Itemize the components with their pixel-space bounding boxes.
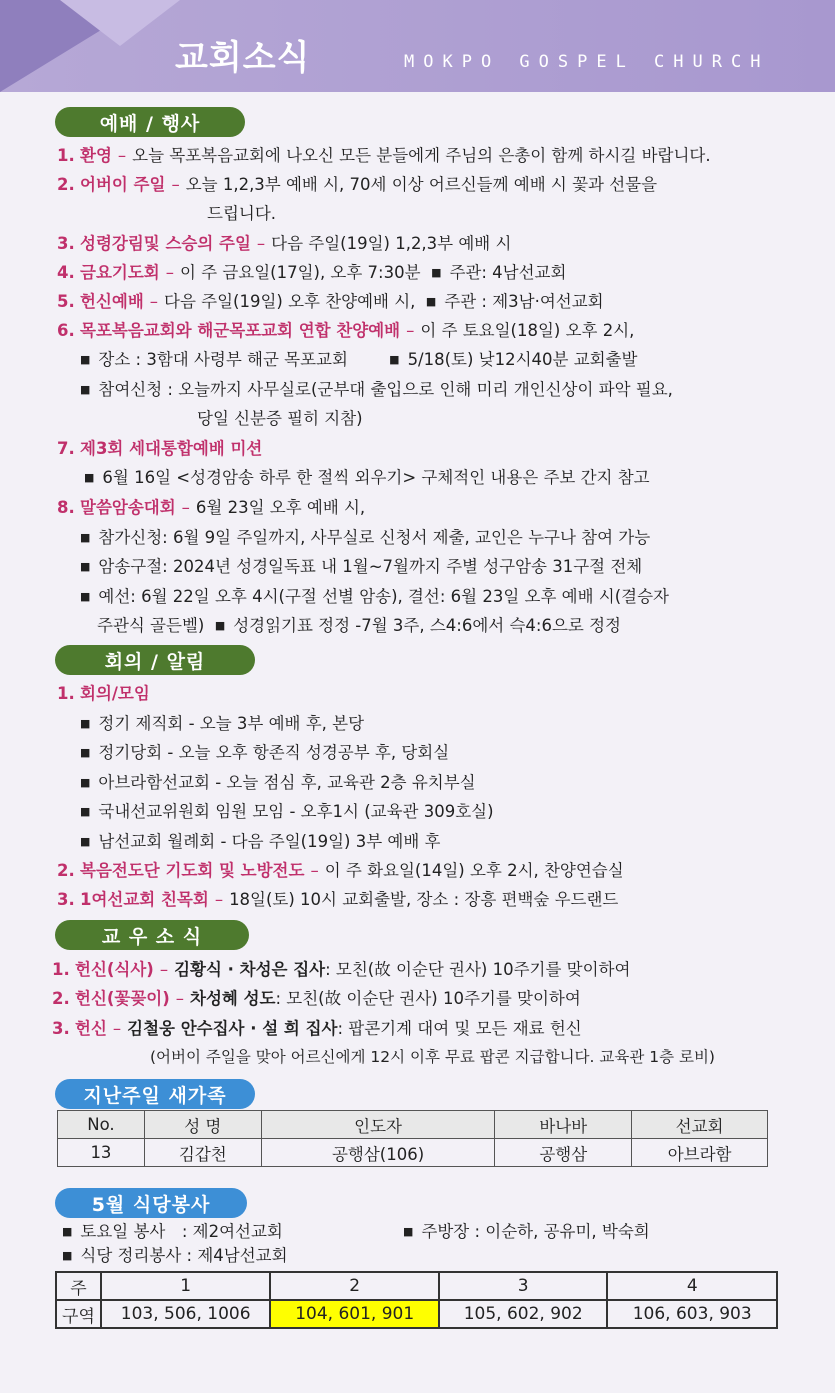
area-cell: 105, 602, 902	[439, 1300, 608, 1328]
worship-item-8-verses: ■ 암송구절: 2024년 성경일독표 내 1월~7월까지 주별 성구암송 31구절 전체	[80, 557, 643, 576]
section-meeting-pill: 회의 / 알림	[55, 645, 255, 675]
worship-item-8-rounds: ■ 예선: 6월 22일 오후 4시(구절 선별 암송), 결선: 6월 23일 오후 예배 시(결승자	[80, 587, 669, 606]
table-header-row	[58, 1111, 768, 1139]
table-header-cell: 바나바	[495, 1111, 632, 1139]
kitchen-schedule-table	[55, 1271, 778, 1329]
meeting-item-2: 2. 복음전도단 기도회 및 노방전도 – 이 주 화요일(14일) 오후 2시, 찬양연습실	[57, 861, 624, 880]
header-banner	[0, 0, 835, 92]
week-cell: 4	[607, 1272, 777, 1300]
table-cell: 공행삼	[495, 1139, 632, 1167]
kitchen-cleanup: ■ 식당 정리봉사 : 제4남선교회	[62, 1246, 288, 1265]
worship-item-5: 5. 헌신예배 – 다음 주일(19일) 오후 찬양예배 시, ■ 주관 : 제3남·여선교회	[57, 292, 604, 311]
table-cell: 공행삼(106)	[261, 1139, 495, 1167]
area-cell: 106, 603, 903	[607, 1300, 777, 1328]
kitchen-saturday: ■ 토요일 봉사 : 제2여선교회	[62, 1222, 283, 1241]
member-news-3: 3. 헌신 – 김철웅 안수집사 · 설 희 집사: 팝콘기계 대여 및 모든 재료 헌신	[52, 1019, 582, 1038]
worship-item-7-detail: ■ 6월 16일 <성경암송 하루 한 절씩 외우기> 구체적인 내용은 주보 간지 참고	[84, 468, 650, 487]
worship-item-8: 8. 말씀암송대회 – 6월 23일 오후 예배 시,	[57, 498, 366, 517]
meeting-item-1-c: ■ 아브라함선교회 - 오늘 점심 후, 교육관 2층 유치부실	[80, 773, 476, 792]
kitchen-chef: ■ 주방장 : 이순하, 공유미, 박숙희	[403, 1222, 650, 1241]
worship-item-6-location: ■ 장소 : 3함대 사령부 해군 목포교회 ■ 5/18(토) 낮12시40분 교회출발	[80, 350, 638, 369]
area-label: 구역	[56, 1300, 101, 1328]
meeting-item-1-e: ■ 남선교회 월례회 - 다음 주일(19일) 3부 예배 후	[80, 832, 441, 851]
member-news-1: 1. 헌신(식사) – 김황식 · 차성은 집사: 모친(故 이순단 권사) 10주기를 맞이하여	[52, 960, 631, 979]
table-header-cell: 인도자	[261, 1111, 495, 1139]
area-cell-highlighted: 104, 601, 901	[270, 1300, 439, 1328]
meeting-item-1-d: ■ 국내선교위원회 임원 모임 - 오후1시 (교육관 309호실)	[80, 802, 494, 821]
week-label: 주	[56, 1272, 101, 1300]
worship-item-7: 7. 제3회 세대통합예배 미션	[57, 439, 263, 458]
member-news-3-note: (어버이 주일을 맞아 어르신에게 12시 이후 무료 팝콘 지급합니다. 교육관 1층 로비)	[150, 1048, 715, 1066]
table-header-cell: 선교회	[632, 1111, 768, 1139]
church-name: MOKPO GOSPEL CHURCH	[404, 52, 770, 72]
table-row	[58, 1139, 768, 1167]
worship-item-2: 2. 어버이 주일 – 오늘 1,2,3부 예배 시, 70세 이상 어르신들께 예배 시 꽃과 선물을	[57, 175, 658, 194]
worship-item-2-cont: 드립니다.	[207, 204, 277, 223]
table-cell: 아브라함	[632, 1139, 768, 1167]
worship-item-6-signup: ■ 참여신청 : 오늘까지 사무실로(군부대 출입으로 인해 미리 개인신상이 파악 필요,	[80, 380, 673, 399]
worship-item-6: 6. 목포복음교회와 해군목포교회 연합 찬양예배 – 이 주 토요일(18일) 오후 2시,	[57, 321, 635, 340]
header-decoration-light	[60, 0, 180, 46]
table-cell: 김갑천	[144, 1139, 261, 1167]
worship-item-4: 4. 금요기도회 – 이 주 금요일(17일), 오후 7:30분 ■ 주관: 4남선교회	[57, 263, 567, 282]
table-cell: 13	[58, 1139, 145, 1167]
meeting-item-1-b: ■ 정기당회 - 오늘 오후 항존직 성경공부 후, 당회실	[80, 743, 450, 762]
week-cell: 2	[270, 1272, 439, 1300]
new-family-table	[57, 1110, 768, 1167]
worship-item-8-signup: ■ 참가신청: 6월 9일 주일까지, 사무실로 신청서 제출, 교인은 누구나 참여 가능	[80, 528, 651, 547]
table-row-weeks	[56, 1272, 777, 1300]
area-cell: 103, 506, 1006	[101, 1300, 271, 1328]
week-cell: 1	[101, 1272, 271, 1300]
table-header-cell: 성 명	[144, 1111, 261, 1139]
page-title: 교회소식	[175, 38, 311, 78]
week-cell: 3	[439, 1272, 608, 1300]
table-row-areas	[56, 1300, 777, 1328]
table-header-cell: No.	[58, 1111, 145, 1139]
meeting-item-3: 3. 1여선교회 친목회 – 18일(토) 10시 교회출발, 장소 : 장흥 편백숲 우드랜드	[57, 890, 619, 909]
worship-item-8-correction: 주관식 골든벨) ■ 성경읽기표 정정 -7월 3주, 스4:6에서 슥4:6으로 정정	[97, 616, 621, 635]
member-news-2: 2. 헌신(꽃꽂이) – 차성혜 성도: 모친(故 이순단 권사) 10주기를 맞이하여	[52, 989, 581, 1008]
section-worship-pill: 예배 / 행사	[55, 107, 245, 137]
worship-item-6-signup-cont: 당일 신분증 필히 지참)	[197, 409, 363, 428]
section-kitchen-pill: 5월 식당봉사	[55, 1188, 247, 1218]
section-new-family-pill: 지난주일 새가족	[55, 1079, 255, 1109]
section-member-news-pill: 교 우 소 식	[55, 920, 249, 950]
meeting-item-1: 1. 회의/모임	[57, 684, 150, 703]
worship-item-3: 3. 성령강림및 스승의 주일 – 다음 주일(19일) 1,2,3부 예배 시	[57, 234, 512, 253]
meeting-item-1-a: ■ 정기 제직회 - 오늘 3부 예배 후, 본당	[80, 714, 365, 733]
worship-item-1: 1. 환영 – 오늘 목포복음교회에 나오신 모든 분들에게 주님의 은총이 함께 하시길 바랍니다.	[57, 146, 711, 165]
